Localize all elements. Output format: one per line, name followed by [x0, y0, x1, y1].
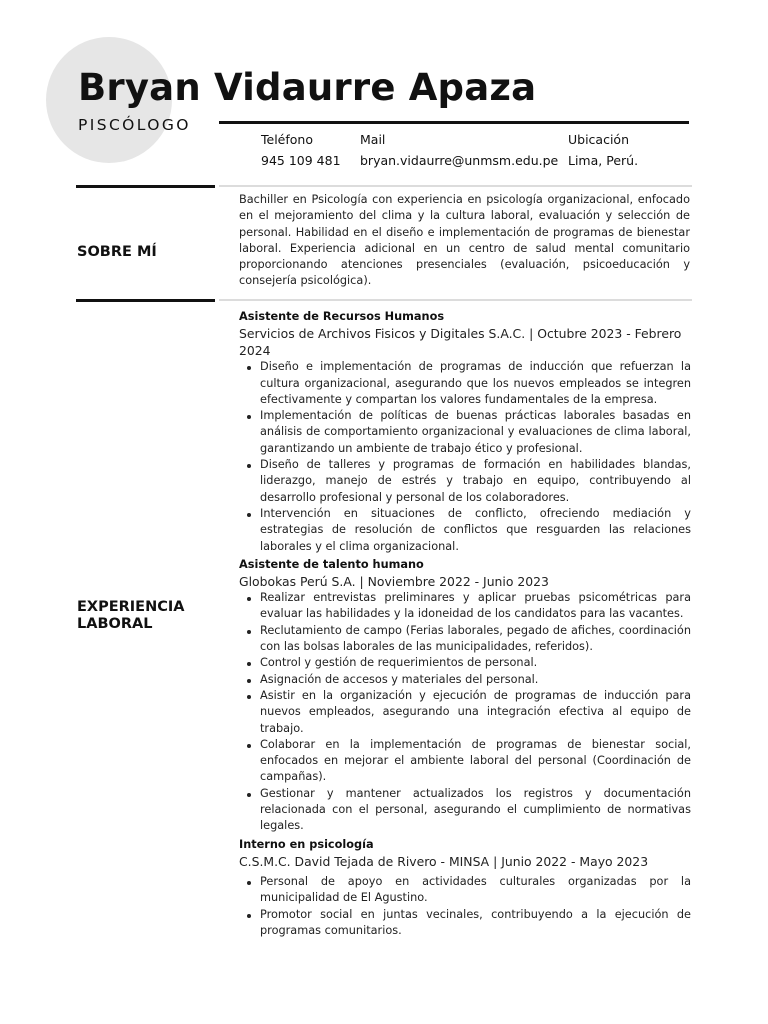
contact-phone-label: Teléfono [261, 132, 313, 147]
contact-mail [360, 134, 558, 167]
job-bullet: Realizar entrevistas preliminares y aplicar pruebas psicométricas para evaluar las habilidades y la idoneidad de los candidatos para las vacantes. [239, 590, 691, 623]
job-meta: Servicios de Archivos Fisicos y Digitales S.A.C. | Octubre 2023 - Febrero 2024 [239, 326, 682, 359]
job-bullet: Promotor social en juntas vecinales, contribuyendo a la ejecución de programas comunitarios. [239, 907, 691, 940]
job-meta: C.S.M.C. David Tejada de Rivero - MINSA | Junio 2022 - Mayo 2023 [239, 853, 649, 869]
job-bullet: Gestionar y mantener actualizados los registros y documentación relacionada con el personal, asegurando el cumplimiento de normativas legales. [239, 786, 691, 835]
job-bullet: Reclutamiento de campo (Ferias laborales, pegado de afiches, coordinación con las bolsas laborales de las municipalidades, referidos). [239, 623, 691, 656]
job-bullet: Diseño e implementación de programas de inducción que refuerzan la cultura organizacional, asegurando que los nuevos empleados se integren efectivamente y compartan los valores fundamentales de la empresa. [239, 359, 691, 408]
contact-mail-label: Mail [360, 132, 386, 147]
job-bullet: Control y gestión de requerimientos de personal. [239, 655, 691, 671]
job-bullets [239, 359, 691, 555]
job-title: Interno en psicología [239, 837, 374, 851]
candidate-role: PISCÓLOGO [78, 116, 191, 134]
about-section-bar [76, 185, 215, 188]
header-divider [219, 121, 689, 124]
job-bullet: Personal de apoyo en actividades culturales organizadas por la municipalidad de El Agustino. [239, 874, 691, 907]
experience-section-bar [76, 299, 215, 302]
job-bullet: Diseño de talleres y programas de formación en habilidades blandas, liderazgo, manejo de estrés y trabajo en equipo, contribuyendo al desarrollo profesional y personal de los colaboradores. [239, 457, 691, 506]
job-title: Asistente de talento humano [239, 557, 424, 571]
job-bullets [239, 874, 691, 939]
job-entry [239, 557, 691, 835]
job-bullet: Colaborar en la implementación de programas de bienestar social, enfocados en mejorar el ambiente laboral del personal (Coordinación de campañas). [239, 737, 691, 786]
experience-title-line1: EXPERIENCIA [77, 599, 185, 615]
contact-location-label: Ubicación [568, 132, 630, 147]
job-bullet: Asignación de accesos y materiales del personal. [239, 672, 691, 688]
experience-title-line2: LABORAL [77, 616, 153, 633]
job-title: Asistente de Recursos Humanos [239, 310, 445, 323]
job-bullets [239, 590, 691, 834]
about-title: SOBRE MÍ [77, 244, 157, 260]
about-text: Bachiller en Psicología con experiencia en psicología organizacional, enfocado en el mejoramiento del clima y la cultura laboral, evaluación y selección de personal. Habilidad en el diseño e implementación de programas de bienestar laboral. Experiencia adicional en un centro de salud mental comunitario proporcionando atenciones presenciales (evaluación, psicoeducación y consejería psicológica). [239, 193, 690, 288]
candidate-name: Bryan Vidaurre Apaza [78, 66, 537, 109]
contact-phone-value: 945 109 481 [261, 152, 341, 168]
contact-mail-value[interactable]: bryan.vidaurre@unmsm.edu.pe [360, 152, 559, 168]
job-bullet: Asistir en la organización y ejecución de programas de inducción para nuevos empleados, asegurando una integración efectiva al equipo de trabajo. [239, 688, 691, 737]
job-meta: Globokas Perú S.A. | Noviembre 2022 - Junio 2023 [239, 574, 549, 590]
about-section-divider [219, 185, 692, 187]
job-bullet: Implementación de políticas de buenas prácticas laborales basadas en análisis de comportamiento organizacional y evaluaciones de clima laboral, garantizando un ambiente de trabajo ético y profesional. [239, 408, 691, 457]
contact-phone [261, 134, 341, 167]
job-entry [239, 309, 691, 555]
contact-location-value: Lima, Perú. [568, 152, 639, 168]
job-entry [239, 837, 691, 939]
experience-title [77, 599, 184, 634]
job-bullet: Intervención en situaciones de conflicto, ofreciendo mediación y estrategias de resolución de conflictos que resguarden las relaciones laborales y el clima organizacional. [239, 506, 691, 555]
experience-list [239, 309, 691, 941]
experience-section-divider [219, 299, 692, 301]
contact-location [568, 134, 638, 167]
